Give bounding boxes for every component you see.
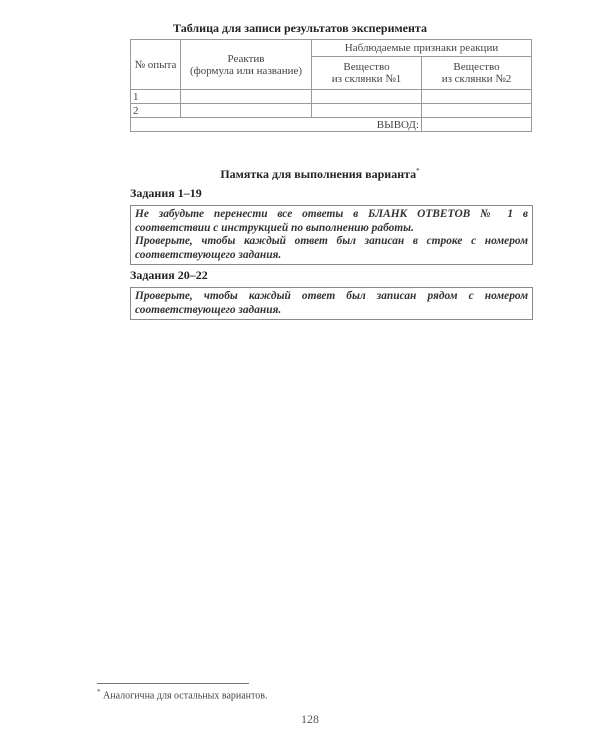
table-row [131,90,532,104]
instruction-text: Не забудьте перенести все ответы в БЛАНК ОТВЕТОВ № 1 в соответствии с инструкцией по выполнению работы. [135,208,528,234]
footnote-divider [97,683,249,684]
table-cell [312,90,422,104]
header-flask2-line1: Вещество [453,61,500,73]
header-reagent-line1: Реактив [227,52,265,65]
header-reagent-line2: (формула или название) [189,64,303,77]
header-reagent [181,40,312,90]
header-flask1 [312,57,422,90]
section-heading-20-22: Задания 20–22 [130,268,208,282]
conclusion-cell [422,118,532,132]
header-flask1-line2: из склянки №1 [331,73,402,85]
instruction-text: Проверьте, чтобы каждый ответ был записан рядом с номером соответствующего задания. [135,290,528,316]
footnote-mark: * [416,167,420,175]
instruction-box-20-22 [130,287,533,320]
table-header-row [131,40,532,57]
table-cell [181,90,312,104]
memo-title-text: Памятка для выполнения варианта [220,167,417,181]
memo-title [0,167,600,182]
table-cell [312,104,422,118]
instruction-text: Проверьте, чтобы каждый ответ был записан в строке с номером соответствующего задания. [135,235,528,261]
header-flask1-line1: Вещество [343,61,390,73]
page-number: 128 [301,712,319,726]
header-flask2 [422,57,532,90]
results-table [130,39,532,132]
row-number: 2 [131,104,181,118]
table-row [131,104,532,118]
footnote [97,688,268,701]
footnote-mark: * [97,688,101,696]
footnote-text: Аналогична для остальных вариантов. [103,690,268,702]
header-flask2-line2: из склянки №2 [441,73,512,85]
table-cell [422,90,532,104]
conclusion-label: ВЫВОД: [131,118,422,132]
table-cell [181,104,312,118]
instruction-box-1-19 [130,205,533,265]
table-cell [422,104,532,118]
row-number: 1 [131,90,181,104]
conclusion-row [131,118,532,132]
header-observed-signs: Наблюдаемые признаки реакции [312,40,532,57]
section-heading-1-19: Задания 1–19 [130,186,202,200]
table-title: Таблица для записи результатов эксперимента [173,21,427,35]
header-experiment-no: № опыта [131,40,181,90]
